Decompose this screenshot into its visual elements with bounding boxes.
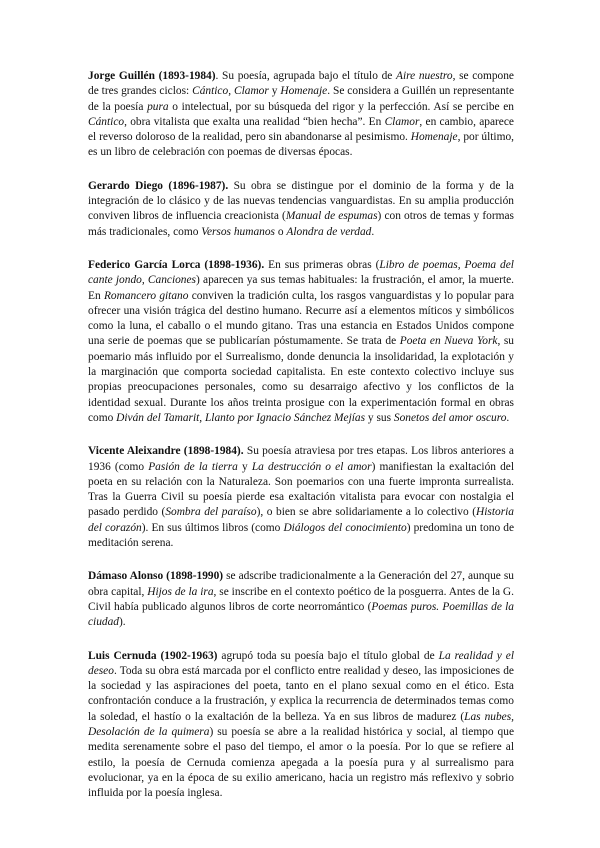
body-text: ).: [119, 616, 126, 629]
author-heading: Federico García Lorca (1898-1936).: [88, 258, 265, 271]
body-text: ) predomina un tono de meditación serena.: [88, 521, 515, 550]
body-text: . Toda su obra está marcada por el conflicto entre realidad y deseo, las imposiciones de la sociedad y las aspiraciones del poeta, tanto en el plano sexual como en el ético. Esta confrontación conduce a la frustración, y explica la recurrencia de determinados temas como la soledad, el hastío o la exaltación de la belleza. Ya en sus libros de madurez (: [88, 664, 514, 723]
body-text: o intelectual, por su búsqueda del rigor y la perfección. Así se percibe en: [168, 100, 514, 113]
body-text: En sus primeras obras (: [264, 258, 380, 271]
work-title: Homenaje: [410, 131, 458, 144]
body-text: ) con otros de temas y formas más tradicionales, como: [88, 210, 514, 238]
work-title: Aire nuestro: [395, 70, 453, 82]
body-text: , se compone de tres grandes ciclos:: [88, 70, 514, 98]
work-title: Romancero gitano: [103, 289, 189, 302]
work-title: Sombra del paraíso: [165, 506, 257, 519]
body-text: se adscribe tradicionalmente a la Generación del 27, aunque su obra capital,: [88, 570, 514, 598]
body-text: .: [506, 411, 510, 424]
work-title: Homenaje: [280, 85, 328, 98]
body-text: , se inscribe en el contexto poético de la posguerra. Antes de la G. Civil había publicado algunos libros de corte neorromántico (: [88, 585, 515, 613]
body-text: ) su poesía se abre a la realidad histórica y social, al tiempo que medita serenamente sobre el paso del tiempo, el amor o la poesía. Por lo que se refiere al estilo, la poesía de Cernuda comienza apegada a la poesía pura y al surrealismo para evolucionar, ya en la época de su exilio americano, hacia un registro más reflexivo y sobrio influida por la poesía inglesa.: [88, 725, 514, 800]
entry-damaso-alonso: [88, 569, 514, 630]
body-text: . Su poesía, agrupada bajo el título de: [215, 70, 396, 82]
work-title: Diálogos del conocimiento: [283, 521, 407, 534]
author-heading: Vicente Aleixandre (1898-1984).: [88, 445, 244, 458]
body-text: y sus: [365, 411, 394, 424]
entry-gerardo-diego: [88, 179, 514, 240]
work-title: Pasión de la tierra: [148, 460, 238, 473]
work-title: La destrucción o el amor: [251, 460, 372, 473]
author-heading: Luis Cernuda (1902-1963): [88, 649, 218, 662]
body-text: ) aparecen ya sus temas habituales: la frustración, el amor, la muerte. En: [88, 274, 515, 302]
entry-jorge-guillen: [88, 69, 514, 161]
body-text: ,: [228, 85, 234, 98]
work-title: Poeta en Nueva York: [399, 335, 498, 348]
work-title: pura: [147, 100, 169, 113]
body-text: .: [371, 225, 375, 238]
body-text: . Se considera a Guillén un representante de la poesía: [88, 85, 515, 113]
work-title: Clamor: [233, 85, 269, 98]
body-text: y: [237, 460, 252, 473]
body-text: conviven la tradición culta, los rasgos vanguardistas y lo popular para ofrecer una visión trágica del destino humano. Recurre así a elementos míticos y simbólicos como la luna, el caballo o el mundo gitano. Tras una estancia en Estados Unidos compone una serie de poemas que se publicarían póstumamente. Se trata de: [88, 289, 514, 348]
work-title: Cántico: [88, 115, 125, 128]
document-page: [88, 69, 514, 819]
author-heading: Gerardo Diego (1896-1987).: [88, 179, 229, 192]
body-text: agrupó toda su poesía bajo el título global de: [217, 649, 439, 662]
work-title: Diván del Tamarit, Llanto por Ignacio Sánchez Mejías: [116, 411, 366, 424]
body-text: y: [268, 85, 281, 98]
body-text: Su poesía atraviesa por tres etapas. Los libros anteriores a 1936 (como: [88, 445, 514, 473]
work-title: Hijos de la ira: [147, 585, 214, 598]
body-text: , su poemario más influido por el Surrealismo, donde denuncia la insolidaridad, la explotación y la marginación que comporta sociedad capitalista. En este contexto colectivo incluye sus propias preocupaciones personales, como su desarraigo afectivo y los conflictos de la identidad sexual. Durante los años treinta prosigue con la experimentación formal en obras como: [88, 335, 514, 424]
work-title: Clamor: [384, 115, 420, 128]
work-title: Sonetos del amor oscuro: [393, 411, 507, 424]
body-text: , en cambio, aparece el reverso doloroso de la realidad, pero sin abandonarse al pesimismo.: [88, 115, 514, 144]
work-title: Manual de espumas: [285, 210, 378, 223]
work-title: Las nubes, Desolación de la quimera: [88, 710, 515, 738]
work-title: Libro de poemas, Poema del cante jondo, Canciones: [88, 258, 514, 287]
entry-luis-cernuda: [88, 649, 514, 802]
author-heading: Jorge Guillén (1893-1984): [88, 70, 216, 82]
work-title: Versos humanos: [201, 225, 275, 238]
body-text: ) manifiestan la exaltación del poeta en su relación con la Naturaleza. Son poemarios con una fuerte impronta surrealista. Tras la Guerra Civil su poesía pierde esa exaltación vitalista para evocar con nostalgia el pasado perdido (: [88, 460, 515, 519]
work-title: Poemas puros. Poemillas de la ciudad: [88, 600, 514, 629]
work-title: Alondra de verdad: [286, 225, 372, 238]
entry-vicente-aleixandre: [88, 444, 514, 551]
body-text: o: [274, 225, 287, 238]
author-heading: Dámaso Alonso (1898-1990): [88, 570, 224, 583]
entry-federico-garcia-lorca: [88, 258, 514, 426]
body-text: ). En sus últimos libros (como: [141, 521, 284, 534]
body-text: , por último, es un libro de celebración con poemas de diversas épocas.: [88, 131, 514, 159]
body-text: , obra vitalista que exalta una realidad “bien hecha”. En: [124, 115, 385, 128]
work-title: Cántico: [192, 85, 229, 98]
body-text: ), o bien se abre solidariamente a lo colectivo (: [256, 506, 477, 519]
body-text: Su obra se distingue por el dominio de la forma y de la integración de lo clásico y de las nuevas tendencias vanguardistas. En su amplia producción conviven libros de influencia creacionista (: [88, 179, 514, 223]
work-title: La realidad y el deseo: [88, 649, 514, 677]
work-title: Historia del corazón: [88, 506, 514, 534]
